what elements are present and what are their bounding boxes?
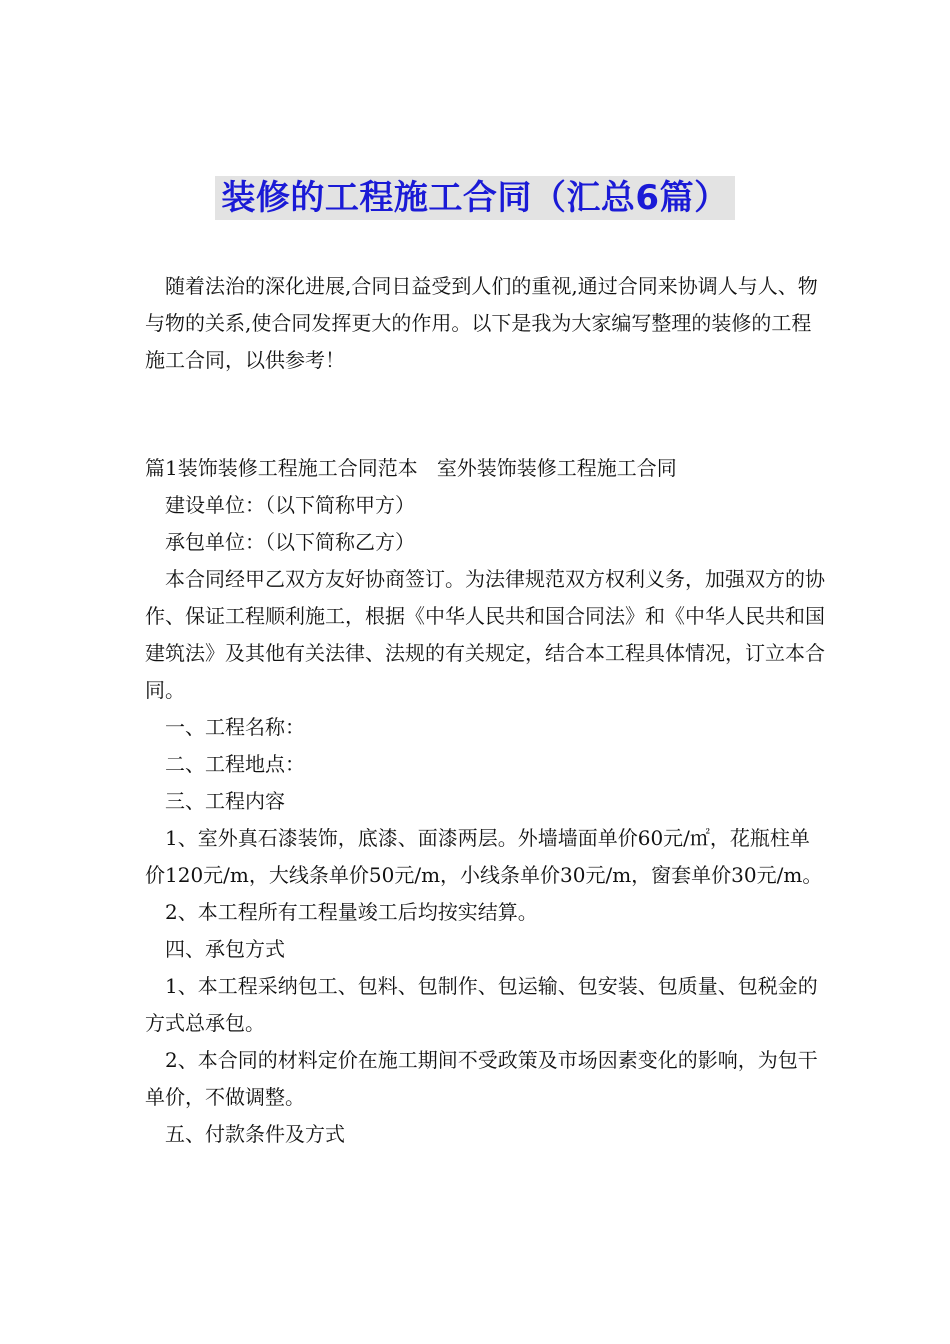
intro-paragraph: 随着法治的深化进展,合同日益受到人们的重视,通过合同来协调人与人、物与物的关系,使合同发挥更大的作用。以下是我为大家编写整理的装修的工程施工合同，以供参考！ <box>145 274 818 372</box>
clause-payment-terms: 五、付款条件及方式 <box>165 1122 345 1146</box>
party-a-line: 建设单位：（以下简称甲方） <box>165 493 415 517</box>
method-item-2: 2、本合同的材料定价在施工期间不受政策及市场因素变化的影响，为包干单价，不做调整。 <box>145 1048 818 1109</box>
content-item-1: 1、室外真石漆装饰，底漆、面漆两层。外墙墙面单价60元/㎡，花瓶柱单价120元/m，大线条单价50元/m，小线条单价30元/m，窗套单价30元/m。 <box>145 826 823 887</box>
preamble-paragraph: 本合同经甲乙双方友好协商签订。为法律规范双方权利义务，加强双方的协作、保证工程顺利施工，根据《中华人民共和国合同法》和《中华人民共和国建筑法》及其他有关法律、法规的有关规定，结合本工程具体情况，订立本合同。 <box>145 567 825 702</box>
intro-section <box>145 268 825 379</box>
party-b-line: 承包单位：（以下简称乙方） <box>165 530 415 554</box>
clause-contract-method: 四、承包方式 <box>165 937 285 961</box>
clause-project-content: 三、工程内容 <box>165 789 285 813</box>
section-heading-a: 篇1装饰装修工程施工合同范本 <box>145 456 418 480</box>
title-container <box>0 176 950 220</box>
contract-body <box>145 450 825 1153</box>
clause-project-name: 一、工程名称： <box>165 715 305 739</box>
content-item-2: 2、本工程所有工程量竣工后均按实结算。 <box>165 900 538 924</box>
method-item-1: 1、本工程采纳包工、包料、包制作、包运输、包安装、包质量、包税金的方式总承包。 <box>145 974 818 1035</box>
clause-project-location: 二、工程地点： <box>165 752 305 776</box>
document-title: 装修的工程施工合同（汇总6篇） <box>215 176 734 220</box>
section-heading-b: 室外装饰装修工程施工合同 <box>436 456 677 480</box>
section-heading <box>145 450 825 487</box>
